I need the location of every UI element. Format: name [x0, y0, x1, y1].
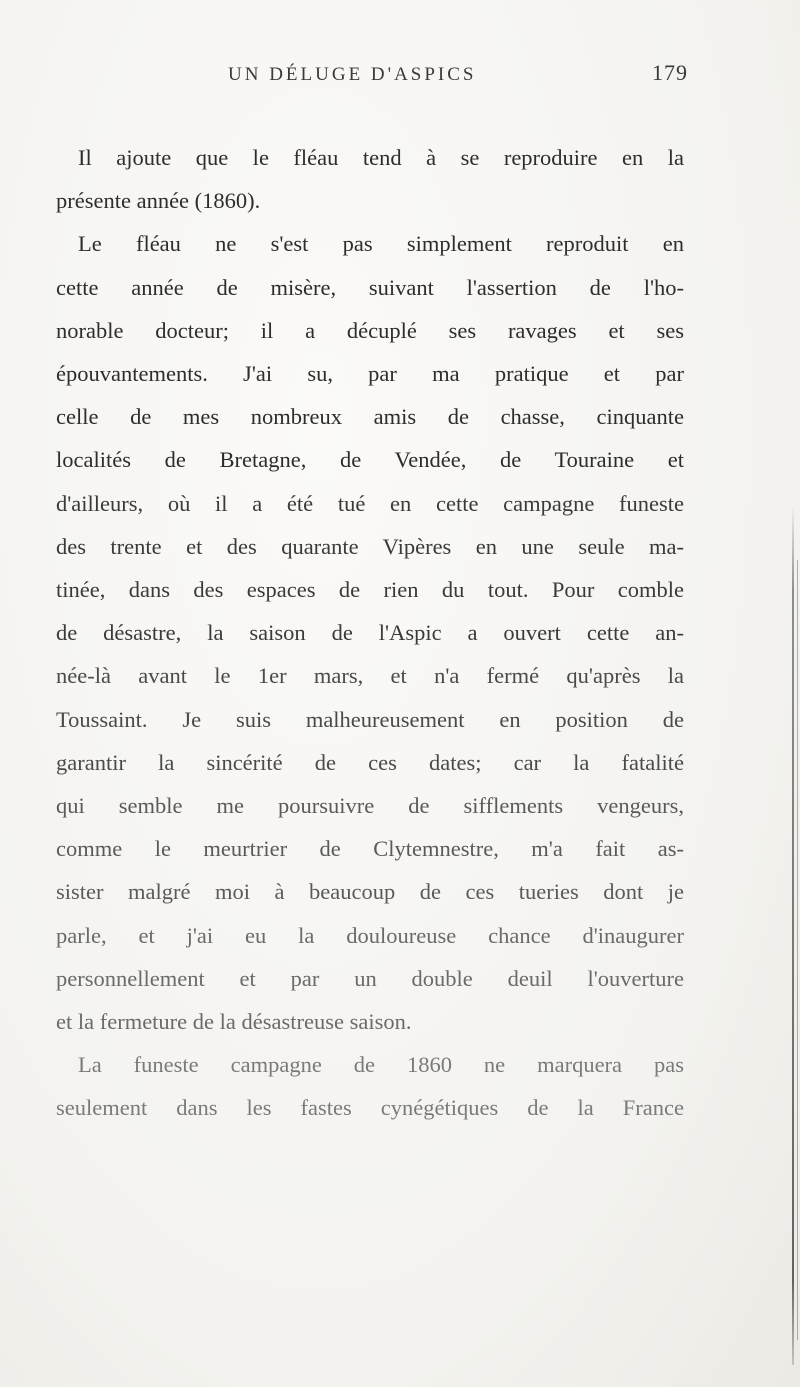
- text-line: qui semble me poursuivre de sifflements vengeurs,: [56, 793, 684, 819]
- text-line: localités de Bretagne, de Vendée, de Touraine et: [56, 447, 684, 473]
- page-binding-shadow: [797, 560, 798, 1340]
- text-line: Toussaint. Je suis malheureusement en position de: [56, 706, 684, 732]
- text-line: épouvantements. J'ai su, par ma pratique et par: [56, 361, 684, 387]
- text-line: seulement dans les fastes cynégétiques de la France: [56, 1095, 684, 1121]
- text-line: Il ajoute que le fléau tend à se reproduire en la: [78, 145, 684, 170]
- text-line: parle, et j'ai eu la douloureuse chance d'inaugurer: [56, 922, 684, 948]
- text-line: norable docteur; il a décuplé ses ravages et ses: [56, 317, 684, 343]
- page-number: 179: [652, 60, 688, 85]
- text-line: Le fléau ne s'est pas simplement reproduit en: [78, 231, 684, 257]
- text-line: et la fermeture de la désastreuse saison.: [56, 1009, 412, 1035]
- running-title: UN DÉLUGE D'ASPICS: [228, 64, 477, 85]
- text-line: celle de mes nombreux amis de chasse, cinquante: [56, 404, 684, 430]
- text-line: personnellement et par un double deuil l'ouverture: [56, 965, 684, 991]
- text-line: sister malgré moi à beaucoup de ces tueries dont je: [56, 879, 684, 905]
- body-text: [56, 136, 684, 1130]
- text-line: de désastre, la saison de l'Aspic a ouvert cette an-: [56, 620, 684, 646]
- text-line: comme le meurtrier de Clytemnestre, m'a fait as-: [56, 836, 684, 862]
- text-line: née-là avant le 1er mars, et n'a fermé qu'après la: [56, 663, 684, 689]
- text-line: des trente et des quarante Vipères en une seule ma-: [56, 533, 684, 559]
- text-line: cette année de misère, suivant l'assertion de l'ho-: [56, 274, 684, 300]
- text-line: La funeste campagne de 1860 ne marquera pas: [78, 1052, 684, 1078]
- text-line: présente année (1860).: [56, 188, 261, 214]
- text-line: garantir la sincérité de ces dates; car la fatalité: [56, 749, 684, 775]
- page-binding-edge: [792, 505, 794, 1365]
- running-head: [228, 60, 688, 86]
- text-line: tinée, dans des espaces de rien du tout. Pour comble: [56, 577, 684, 603]
- text-line: d'ailleurs, où il a été tué en cette campagne funeste: [56, 490, 684, 516]
